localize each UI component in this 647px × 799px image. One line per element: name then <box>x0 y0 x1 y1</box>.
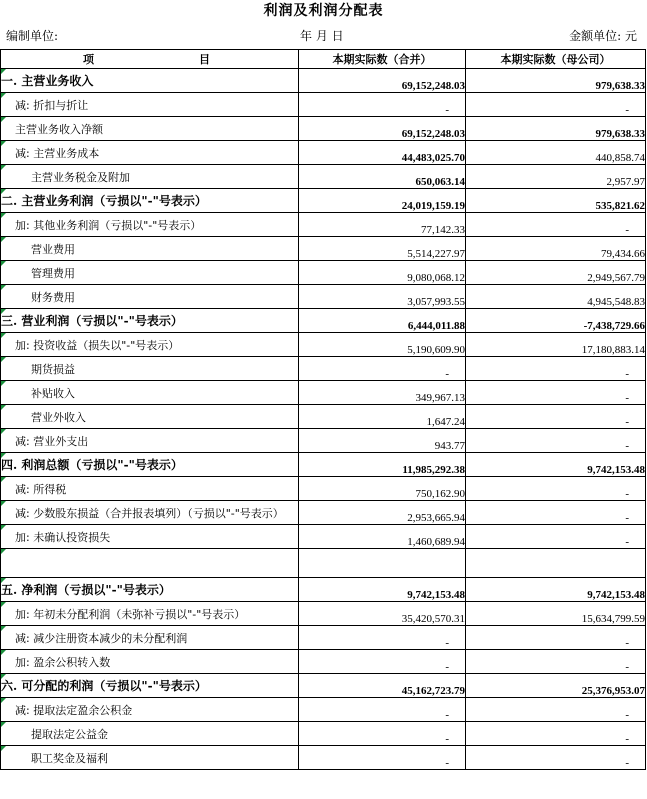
cell-consolidated[interactable] <box>299 549 466 578</box>
row-label[interactable]: 主营业务税金及附加 <box>1 165 299 189</box>
header-item-part1: 项 <box>83 53 94 66</box>
cell-consolidated[interactable]: 5,190,609.90 <box>299 333 466 357</box>
cell-parent[interactable]: - <box>466 626 646 650</box>
cell-consolidated[interactable]: - <box>299 357 466 381</box>
header-item <box>1 50 299 69</box>
cell-consolidated[interactable]: 69,152,248.03 <box>299 69 466 93</box>
cell-consolidated[interactable]: 11,985,292.38 <box>299 453 466 477</box>
cell-parent[interactable]: 15,634,799.59 <box>466 602 646 626</box>
table-row <box>1 333 646 357</box>
table-row <box>1 578 646 602</box>
row-label[interactable]: 主营业务收入净额 <box>1 117 299 141</box>
cell-consolidated[interactable]: - <box>299 93 466 117</box>
row-label[interactable]: 减: 提取法定盈余公积金 <box>1 698 299 722</box>
income-statement-table <box>0 49 646 770</box>
row-label[interactable]: 五. 净利润（亏损以"-"号表示） <box>1 578 299 602</box>
cell-consolidated[interactable]: 5,514,227.97 <box>299 237 466 261</box>
cell-consolidated[interactable]: 44,483,025.70 <box>299 141 466 165</box>
row-label[interactable]: 期货损益 <box>1 357 299 381</box>
cell-consolidated[interactable]: 24,019,159.19 <box>299 189 466 213</box>
currency-label: 金额单位: 元 <box>569 29 637 43</box>
cell-parent[interactable]: 9,742,153.48 <box>466 453 646 477</box>
header-item-part2: 目 <box>199 53 210 66</box>
row-label[interactable]: 减: 减少注册资本减少的未分配利润 <box>1 626 299 650</box>
cell-parent[interactable]: - <box>466 381 646 405</box>
row-label[interactable]: 职工奖金及福利 <box>1 746 299 770</box>
table-body <box>1 69 646 770</box>
cell-consolidated[interactable]: 45,162,723.79 <box>299 674 466 698</box>
table-row <box>1 237 646 261</box>
header-row <box>1 50 646 69</box>
row-label[interactable]: 一. 主营业务收入 <box>1 69 299 93</box>
table-row <box>1 93 646 117</box>
table-row <box>1 165 646 189</box>
row-label[interactable]: 三. 营业利润（亏损以"-"号表示） <box>1 309 299 333</box>
cell-parent[interactable]: 25,376,953.07 <box>466 674 646 698</box>
cell-parent[interactable]: 2,957.97 <box>466 165 646 189</box>
table-row <box>1 698 646 722</box>
row-label[interactable]: 财务费用 <box>1 285 299 309</box>
row-label[interactable]: 四. 利润总额（亏损以"-"号表示） <box>1 453 299 477</box>
cell-consolidated[interactable]: 1,460,689.94 <box>299 525 466 549</box>
cell-parent[interactable]: - <box>466 93 646 117</box>
table-row <box>1 650 646 674</box>
cell-consolidated[interactable]: 6,444,011.88 <box>299 309 466 333</box>
row-label[interactable]: 加: 盈余公积转入数 <box>1 650 299 674</box>
cell-consolidated[interactable]: 1,647.24 <box>299 405 466 429</box>
table-row <box>1 213 646 237</box>
table-row <box>1 477 646 501</box>
cell-parent[interactable]: 9,742,153.48 <box>466 578 646 602</box>
row-label[interactable]: 减: 营业外支出 <box>1 429 299 453</box>
cell-consolidated[interactable]: 9,742,153.48 <box>299 578 466 602</box>
cell-parent[interactable]: - <box>466 405 646 429</box>
row-label[interactable]: 提取法定公益金 <box>1 722 299 746</box>
cell-consolidated[interactable]: 35,420,570.31 <box>299 602 466 626</box>
header-consolidated: 本期实际数（合并） <box>299 50 466 69</box>
cell-consolidated[interactable]: - <box>299 698 466 722</box>
table-row <box>1 141 646 165</box>
unit-label: 编制单位: <box>6 29 59 43</box>
cell-parent[interactable]: - <box>466 525 646 549</box>
cell-consolidated[interactable]: 943.77 <box>299 429 466 453</box>
row-label[interactable]: 加: 年初未分配利润（未弥补亏损以"-"号表示） <box>1 602 299 626</box>
table-row <box>1 746 646 770</box>
cell-consolidated[interactable]: 69,152,248.03 <box>299 117 466 141</box>
cell-parent[interactable]: 535,821.62 <box>466 189 646 213</box>
table-row <box>1 602 646 626</box>
table-row <box>1 453 646 477</box>
row-label[interactable]: 加: 未确认投资损失 <box>1 525 299 549</box>
cell-parent[interactable]: - <box>466 357 646 381</box>
table-row <box>1 674 646 698</box>
page-title: 利润及利润分配表 <box>263 3 384 19</box>
cell-consolidated[interactable]: - <box>299 746 466 770</box>
cell-consolidated[interactable]: 349,967.13 <box>299 381 466 405</box>
row-label[interactable]: 补贴收入 <box>1 381 299 405</box>
cell-parent[interactable]: - <box>466 213 646 237</box>
table-row <box>1 285 646 309</box>
cell-parent[interactable]: - <box>466 477 646 501</box>
cell-consolidated[interactable]: 2,953,665.94 <box>299 501 466 525</box>
table-row <box>1 357 646 381</box>
table-row <box>1 501 646 525</box>
cell-parent[interactable]: - <box>466 650 646 674</box>
row-label[interactable]: 加: 投资收益（损失以"-"号表示） <box>1 333 299 357</box>
row-label[interactable]: 减: 主营业务成本 <box>1 141 299 165</box>
cell-parent[interactable]: 979,638.33 <box>466 117 646 141</box>
cell-parent[interactable] <box>466 549 646 578</box>
cell-consolidated[interactable]: - <box>299 722 466 746</box>
cell-parent[interactable]: 440,858.74 <box>466 141 646 165</box>
row-label[interactable]: 营业费用 <box>1 237 299 261</box>
table-row <box>1 189 646 213</box>
table-row <box>1 261 646 285</box>
row-label[interactable]: 减: 所得税 <box>1 477 299 501</box>
cell-consolidated[interactable]: 9,080,068.12 <box>299 261 466 285</box>
cell-parent[interactable]: - <box>466 746 646 770</box>
table-row <box>1 429 646 453</box>
row-label[interactable]: 营业外收入 <box>1 405 299 429</box>
cell-consolidated[interactable]: 3,057,993.55 <box>299 285 466 309</box>
cell-consolidated[interactable]: - <box>299 650 466 674</box>
cell-parent[interactable]: 17,180,883.14 <box>466 333 646 357</box>
table-row <box>1 117 646 141</box>
cell-parent[interactable]: -7,438,729.66 <box>466 309 646 333</box>
table-row <box>1 309 646 333</box>
cell-parent[interactable]: - <box>466 501 646 525</box>
cell-parent[interactable]: - <box>466 698 646 722</box>
cell-parent[interactable]: - <box>466 429 646 453</box>
table-row <box>1 525 646 549</box>
cell-parent[interactable]: 4,945,548.83 <box>466 285 646 309</box>
table-row <box>1 626 646 650</box>
cell-parent[interactable]: 979,638.33 <box>466 69 646 93</box>
date-label: 年 月 日 <box>300 29 344 43</box>
cell-consolidated[interactable]: 77,142.33 <box>299 213 466 237</box>
table-row <box>1 405 646 429</box>
cell-consolidated[interactable]: - <box>299 626 466 650</box>
cell-consolidated[interactable]: 650,063.14 <box>299 165 466 189</box>
table-row <box>1 722 646 746</box>
row-label[interactable]: 加: 其他业务利润（亏损以"-"号表示） <box>1 213 299 237</box>
table-row <box>1 549 646 578</box>
cell-parent[interactable]: 79,434.66 <box>466 237 646 261</box>
table-row <box>1 381 646 405</box>
table-row <box>1 69 646 93</box>
row-label[interactable]: 六. 可分配的利润（亏损以"-"号表示） <box>1 674 299 698</box>
cell-parent[interactable]: - <box>466 722 646 746</box>
row-label[interactable]: 减: 折扣与折让 <box>1 93 299 117</box>
row-label[interactable] <box>1 549 299 578</box>
header-parent: 本期实际数（母公司） <box>466 50 646 69</box>
row-label[interactable]: 二. 主营业务利润（亏损以"-"号表示） <box>1 189 299 213</box>
row-label[interactable]: 管理费用 <box>1 261 299 285</box>
cell-consolidated[interactable]: 750,162.90 <box>299 477 466 501</box>
cell-parent[interactable]: 2,949,567.79 <box>466 261 646 285</box>
row-label[interactable]: 减: 少数股东损益（合并报表填列）（亏损以"-"号表示） <box>1 501 299 525</box>
